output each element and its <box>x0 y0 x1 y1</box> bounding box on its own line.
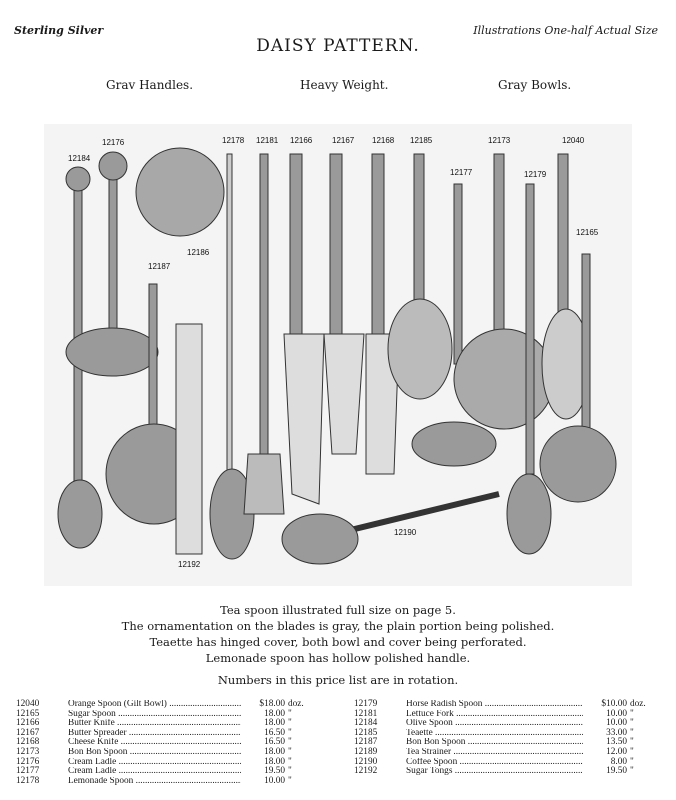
rotation-note: Numbers in this price list are in rotation. <box>217 673 459 687</box>
price-price: 10.00 <box>606 708 627 719</box>
price-name: Coffee Spoon ..... <box>406 758 583 768</box>
price-unit: " <box>288 775 292 786</box>
price-price: 10.00 <box>264 775 285 786</box>
price-num: 12181 <box>354 708 378 719</box>
price-price: 18.00 <box>264 756 285 767</box>
price-num: 12167 <box>16 727 40 738</box>
silverware-drawing <box>44 124 632 586</box>
item-label: 12173 <box>488 136 511 145</box>
price-unit: doz. <box>288 699 304 709</box>
price-price: 12.00 <box>606 746 627 757</box>
item-label: 12167 <box>332 136 355 145</box>
price-row <box>16 777 316 787</box>
price-unit: " <box>630 708 634 719</box>
price-num: 12165 <box>16 708 40 719</box>
price-unit: doz. <box>630 699 646 709</box>
price-name: Sugar Tongs ..... <box>406 767 583 777</box>
price-name: Cream Ladle ..... <box>68 767 241 777</box>
item-label: 12184 <box>68 154 91 163</box>
price-num: 12177 <box>16 766 40 777</box>
price-num: 12187 <box>354 737 378 748</box>
note: Lemonade spoon has hollow polished handle. <box>205 651 471 665</box>
price-num: 12179 <box>354 699 378 709</box>
price-name: Butter Spreader ..... <box>68 729 241 739</box>
price-name: Lettuce Fork ..... <box>406 710 583 720</box>
notes <box>0 602 676 666</box>
price-name: Bon Bon Spoon ..... <box>406 738 583 748</box>
price-unit: " <box>630 737 634 748</box>
price-name: Cream Ladle ..... <box>68 758 241 768</box>
price-price: 19.50 <box>606 766 627 777</box>
item-label: 12176 <box>102 138 125 147</box>
price-row <box>354 767 658 777</box>
subhead-handles: Grav Handles. <box>106 78 194 92</box>
price-unit: " <box>630 746 634 757</box>
price-price: 18.00 <box>264 708 285 719</box>
price-price: $10.00 <box>601 699 627 709</box>
price-name: Olive Spoon ..... <box>406 719 583 729</box>
price-unit: " <box>288 718 292 729</box>
price-num: 12192 <box>354 766 378 777</box>
note: Teaette has hinged cover, both bowl and cover being perforated. <box>149 635 527 649</box>
price-unit: " <box>630 718 634 729</box>
price-num: 12040 <box>16 699 40 709</box>
price-price: 18.00 <box>264 718 285 729</box>
price-num: 12178 <box>16 775 40 786</box>
price-name: Butter Knife ..... <box>68 719 241 729</box>
price-name: Horse Radish Spoon ..... <box>406 700 583 710</box>
price-name: Sugar Spoon ..... <box>68 710 241 720</box>
page-title: DAISY PATTERN. <box>256 36 420 56</box>
subhead-weight: Heavy Weight. <box>300 78 389 92</box>
price-price: 13.50 <box>606 737 627 748</box>
price-unit: " <box>288 766 292 777</box>
price-name: Tea Strainer ..... <box>406 748 583 758</box>
price-unit: " <box>288 708 292 719</box>
price-price: 16.50 <box>264 737 285 748</box>
price-unit: " <box>288 727 292 738</box>
price-price: $18.00 <box>259 699 285 709</box>
price-price: 16.50 <box>264 727 285 738</box>
price-name: Cheese Knife ..... <box>68 738 241 748</box>
item-label: 12190 <box>394 528 417 537</box>
price-name: Orange Spoon (Gilt Bowl) ..... <box>68 700 241 710</box>
price-num: 12166 <box>16 718 40 729</box>
price-num: 12190 <box>354 756 378 767</box>
price-num: 12176 <box>16 756 40 767</box>
subhead-bowls: Gray Bowls. <box>498 78 572 92</box>
item-label: 12177 <box>450 168 473 177</box>
price-name: Teaette ..... <box>406 729 583 739</box>
price-num: 12173 <box>16 746 40 757</box>
price-unit: " <box>288 756 292 767</box>
item-label: 12165 <box>576 228 599 237</box>
price-num: 12185 <box>354 727 378 738</box>
item-label: 12166 <box>290 136 313 145</box>
price-unit: " <box>630 766 634 777</box>
header-left: Sterling Silver <box>14 24 104 37</box>
item-label: 12185 <box>410 136 433 145</box>
note: The ornamentation on the blades is gray, the plain portion being polished. <box>121 619 555 633</box>
price-price: 19.50 <box>264 766 285 777</box>
price-unit: " <box>288 746 292 757</box>
item-label: 12187 <box>148 262 171 271</box>
price-unit: " <box>288 737 292 748</box>
price-num: 12189 <box>354 746 378 757</box>
price-price: 18.00 <box>264 746 285 757</box>
item-label: 12040 <box>562 136 585 145</box>
price-unit: " <box>630 727 634 738</box>
price-price: 10.00 <box>606 718 627 729</box>
item-label: 12186 <box>187 248 210 257</box>
item-label: 12179 <box>524 170 547 179</box>
price-unit: " <box>630 756 634 767</box>
price-list-right <box>354 700 658 777</box>
item-label: 12192 <box>178 560 201 569</box>
silverware-illustration <box>44 124 632 586</box>
price-num: 12184 <box>354 718 378 729</box>
price-name: Bon Bon Spoon ..... <box>68 748 241 758</box>
note: Tea spoon illustrated full size on page 5. <box>220 603 456 617</box>
price-list-left <box>16 700 316 786</box>
item-label: 12178 <box>222 136 245 145</box>
header-right: Illustrations One-half Actual Size <box>473 24 658 37</box>
price-price: 8.00 <box>610 756 627 767</box>
price-name: Lemonade Spoon ..... <box>68 777 241 787</box>
item-label: 12168 <box>372 136 395 145</box>
price-num: 12168 <box>16 737 40 748</box>
item-label: 12181 <box>256 136 279 145</box>
price-price: 33.00 <box>606 727 627 738</box>
